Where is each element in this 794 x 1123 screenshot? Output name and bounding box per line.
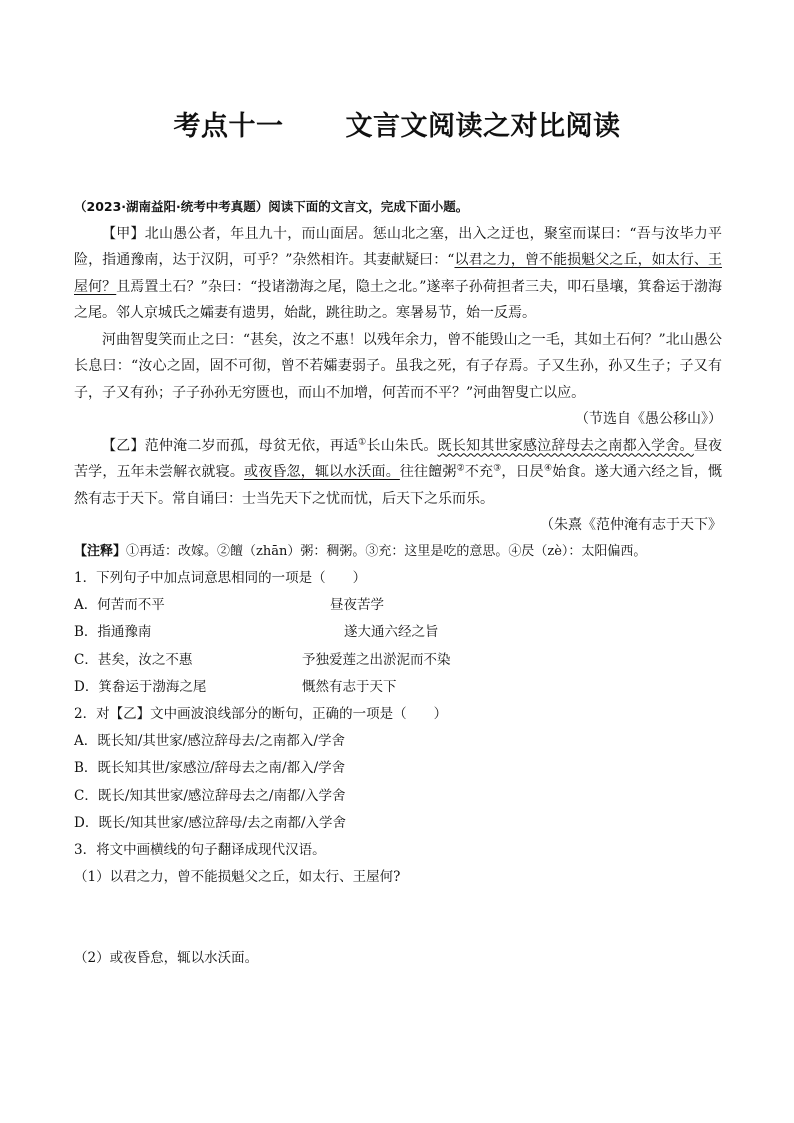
title-topic-number: 考点十一 <box>173 111 284 142</box>
source-line: （2023·湖南益阳·统考中考真题）阅读下面的文言文，完成下面小题。 <box>74 199 469 214</box>
question-2-option-b[interactable]: B．既长知其世/家感泣/辞母去之南/都入/学舍 <box>74 760 346 777</box>
note-marker-4: ④ <box>543 463 553 474</box>
question-1-option-b[interactable]: B．指通豫南 遂大通六经之旨 <box>74 624 439 641</box>
note-marker-2: ② <box>456 463 465 474</box>
question-2-option-c[interactable]: C．既长/知其世家/感泣辞母去之/南都/入学舍 <box>74 787 346 804</box>
underlined-sentence-jia: 以君之力，曾不能损魁父之丘，如太行、王屋何？ <box>74 252 722 295</box>
title-topic-name: 文言文阅读之对比阅读 <box>345 111 621 142</box>
passage-jia-paragraph-2: 河曲智叟笑而止之曰：“甚矣，汝之不惠！以残年余力，曾不能毁山之一毛，其如土石何？”北山愚公长息曰：“汝心之固，固不可彻，曾不若孀妻弱子。虽我之死，有子存焉。子又生孙，孙又生子；子又有子，子又有孙；子子孙孙无穷匮也，而山不加增，何苦而不平？”河曲智叟亡以应。 <box>74 331 722 401</box>
question-3-sub-1: （1）以君之力，曾不能损魁父之丘，如太行、王屋何? <box>74 869 401 886</box>
underlined-sentence-yi: 或夜昏忽，辄以水沃面。 <box>244 464 400 480</box>
question-3-sub-2: （2）或夜昏怠，辄以水沃面。 <box>74 950 259 967</box>
passage-jia-paragraph-1: 【甲】北山愚公者，年且九十，而山面居。惩山北之塞，出入之迂也，聚室而谋曰：“吾与汝毕力平险，指通豫南，达于汉阴，可乎？”杂然相许。其妻献疑曰：“以君之力，曾不能损魁父之丘，如太行、王屋何？且焉置土石？”杂曰：“投诸渤海之尾，隐土之北。”遂率子孙荷担者三夫，叩石垦壤，箕畚运于渤海之尾。邻人京城氏之孀妻有遗男，始龀，跳往助之。寒暑易节，始一反焉。 <box>74 225 722 321</box>
question-2-stem: 2．对【乙】文中画波浪线部分的断句，正确的一项是（ ） <box>74 705 448 722</box>
wavy-underlined-sentence: 既长知其世家感泣辞母去之南都入学舍。 <box>437 437 694 454</box>
passage-yi-paragraph: 【乙】范仲淹二岁而孤，母贫无依，再适①长山朱氏。既长知其世家感泣辞母去之南都入学舍。昼夜苦学，五年未尝解衣就寝。或夜昏忽，辄以水沃面。往往饘粥②不充③，日昃④始食。遂大通六经之旨，慨然有志于天下。常自诵曰：士当先天下之忧而忧，后天下之乐而乐。 <box>74 436 723 507</box>
note-marker-1: ① <box>358 436 367 447</box>
question-1-option-a[interactable]: A．何苦而不平 昼夜苦学 <box>74 597 384 614</box>
passage-yi-source: （朱熹《范仲淹有志于天下》 <box>540 517 722 533</box>
page-title <box>0 104 794 143</box>
question-3-stem: 3．将文中画横线的句子翻译成现代汉语。 <box>74 841 326 858</box>
note-marker-3: ③ <box>493 463 502 474</box>
question-1-option-d[interactable]: D．箕畚运于渤海之尾 慨然有志于天下 <box>74 678 397 695</box>
answer-space-1[interactable] <box>74 891 722 945</box>
document-body <box>74 194 722 1027</box>
answer-space-2[interactable] <box>74 973 722 1027</box>
question-1-option-c[interactable]: C．甚矣，汝之不惠 予独爱莲之出淤泥而不染 <box>74 651 451 668</box>
question-2-option-a[interactable]: A．既长知/其世家/感泣辞母去/之南都入/学舍 <box>74 733 345 750</box>
passage-jia-source: （节选自《愚公移山》） <box>575 411 722 427</box>
question-2-option-d[interactable]: D．既长/知其世家/感泣辞母/去之南都/入学舍 <box>74 814 347 831</box>
annotation-notes: 【注释】①再适：改嫁。②饘（zhān）粥：稠粥。③充：这里是吃的意思。④昃（zè）：太阳偏西。 <box>74 543 647 559</box>
question-1-stem: 1．下列句子中加点词意思相同的一项是（ ） <box>74 570 367 586</box>
